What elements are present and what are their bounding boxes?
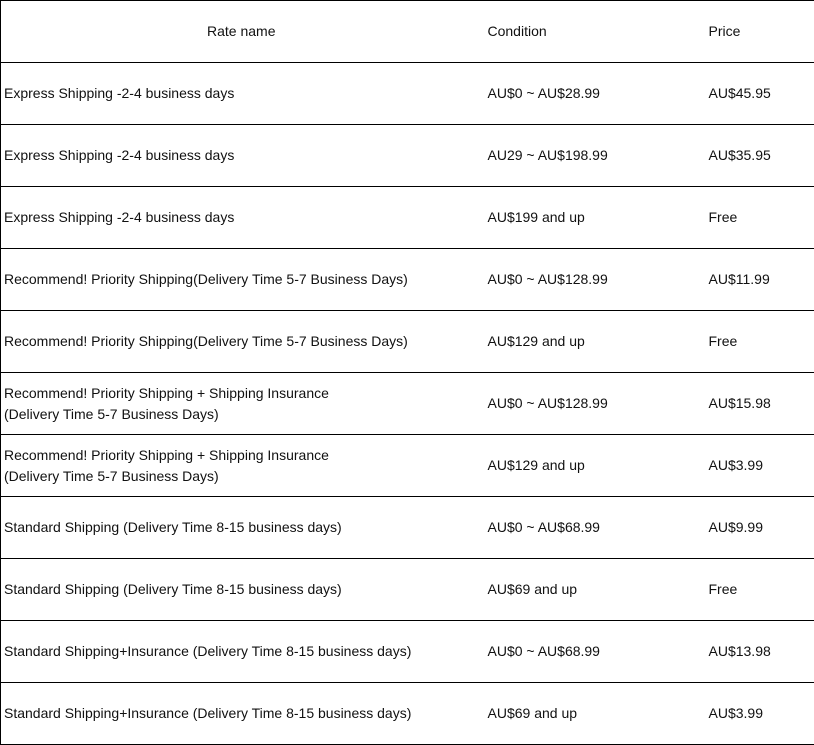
rate-name-cell: Express Shipping -2-4 business days (1, 187, 482, 249)
condition-cell: AU$0 ~ AU$28.99 (482, 63, 703, 125)
rate-name-cell: Express Shipping -2-4 business days (1, 125, 482, 187)
table-row (1, 249, 814, 311)
price-cell: AU$3.99 (703, 435, 814, 497)
price-cell: Free (703, 187, 814, 249)
table-row (1, 621, 814, 683)
column-header-condition: Condition (482, 1, 703, 63)
rate-name-cell: Standard Shipping (Delivery Time 8-15 business days) (1, 559, 482, 621)
price-cell: Free (703, 311, 814, 373)
rate-name-cell: Express Shipping -2-4 business days (1, 63, 482, 125)
condition-cell: AU$69 and up (482, 683, 703, 745)
condition-cell: AU$0 ~ AU$68.99 (482, 497, 703, 559)
rate-name-cell: Standard Shipping+Insurance (Delivery Time 8-15 business days) (1, 683, 482, 745)
condition-cell: AU$129 and up (482, 435, 703, 497)
table-row (1, 435, 814, 497)
price-cell: AU$35.95 (703, 125, 814, 187)
table-row (1, 125, 814, 187)
rate-name-cell: Standard Shipping (Delivery Time 8-15 business days) (1, 497, 482, 559)
condition-cell: AU$0 ~ AU$68.99 (482, 621, 703, 683)
rate-name-cell: Standard Shipping+Insurance (Delivery Time 8-15 business days) (1, 621, 482, 683)
condition-cell: AU$129 and up (482, 311, 703, 373)
price-cell: AU$11.99 (703, 249, 814, 311)
column-header-rate-name: Rate name (1, 1, 482, 63)
rate-name-cell: Recommend! Priority Shipping(Delivery Time 5-7 Business Days) (1, 311, 482, 373)
table-row (1, 187, 814, 249)
condition-cell: AU$199 and up (482, 187, 703, 249)
table-row (1, 559, 814, 621)
condition-cell: AU$0 ~ AU$128.99 (482, 373, 703, 435)
price-cell: AU$13.98 (703, 621, 814, 683)
condition-cell: AU$0 ~ AU$128.99 (482, 249, 703, 311)
column-header-price: Price (703, 1, 814, 63)
table-header-row (1, 1, 814, 63)
rate-name-cell: Recommend! Priority Shipping(Delivery Time 5-7 Business Days) (1, 249, 482, 311)
condition-cell: AU$69 and up (482, 559, 703, 621)
price-cell: AU$45.95 (703, 63, 814, 125)
rate-name-cell: Recommend! Priority Shipping + Shipping Insurance (Delivery Time 5-7 Business Days) (1, 373, 482, 435)
condition-cell: AU29 ~ AU$198.99 (482, 125, 703, 187)
table-row (1, 373, 814, 435)
price-cell: AU$15.98 (703, 373, 814, 435)
price-cell: AU$9.99 (703, 497, 814, 559)
table-row (1, 497, 814, 559)
price-cell: Free (703, 559, 814, 621)
price-cell: AU$3.99 (703, 683, 814, 745)
table-row (1, 311, 814, 373)
rate-name-cell: Recommend! Priority Shipping + Shipping Insurance (Delivery Time 5-7 Business Days) (1, 435, 482, 497)
table-row (1, 683, 814, 745)
table-row (1, 63, 814, 125)
